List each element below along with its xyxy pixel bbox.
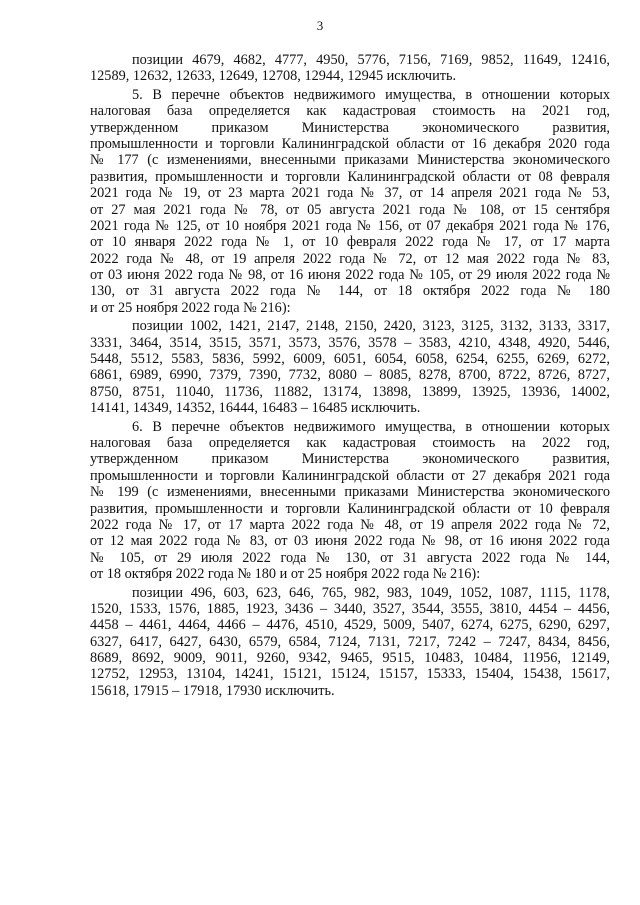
text-line: от 27 мая 2021 года № 78, от 05 августа 2021 года № 108, от 15 сентября xyxy=(90,201,610,218)
text-line: налоговая база определяется как кадастровая стоимость на 2022 год, xyxy=(90,434,610,451)
text-line: 5. В перечне объектов недвижимого имущества, в отношении которых xyxy=(132,86,610,103)
text-line: 6327, 6417, 6427, 6430, 6579, 6584, 7124, 7131, 7217, 7242 – 7247, 8434, 8456, xyxy=(90,633,610,650)
text-line: утвержденном приказом Министерства экономического развития, xyxy=(90,451,610,468)
text-line: 2022 года № 48, от 19 апреля 2022 года № 72, от 12 мая 2022 года № 83, xyxy=(90,250,610,267)
text-line: развития, промышленности и торговли Калининградской области от 10 февраля xyxy=(90,500,610,517)
text-line: 5448, 5512, 5583, 5836, 5992, 6009, 6051, 6054, 6058, 6254, 6255, 6269, 6272, xyxy=(90,351,610,368)
text-line: 1520, 1533, 1576, 1885, 1923, 3436 – 3440, 3527, 3544, 3555, 3810, 4454 – 4456, xyxy=(90,600,610,617)
paragraph xyxy=(90,318,610,416)
text-line: № 177 (с изменениями, внесенными приказами Министерства экономического xyxy=(90,152,610,169)
paragraph xyxy=(90,52,610,85)
text-line: 6861, 6989, 6990, 7379, 7390, 7732, 8080 – 8085, 8278, 8700, 8722, 8726, 8727, xyxy=(90,367,610,384)
text-line: от 18 октября 2022 года № 180 и от 25 ноября 2022 года № 216): xyxy=(90,566,481,583)
text-line: 8750, 8751, 11040, 11736, 11882, 13174, 13898, 13899, 13925, 13936, 14002, xyxy=(90,383,610,400)
text-line: утвержденном приказом Министерства экономического развития, xyxy=(90,119,610,136)
text-line: 8689, 8692, 9009, 9011, 9260, 9342, 9465, 9515, 10483, 10484, 11956, 12149, xyxy=(90,650,610,667)
text-line: № 105, от 29 июля 2022 года № 130, от 31 августа 2022 года № 144, xyxy=(90,549,610,566)
text-line: от 10 января 2022 года № 1, от 10 февраля 2022 года № 17, от 17 марта xyxy=(90,234,610,251)
text-line: 3331, 3464, 3514, 3515, 3571, 3573, 3576, 3578 – 3583, 4210, 4348, 4920, 5446, xyxy=(90,334,610,351)
text-line: позиции 496, 603, 623, 646, 765, 982, 983, 1049, 1052, 1087, 1115, 1178, xyxy=(132,584,610,601)
text-line: 130, от 31 августа 2022 года № 144, от 18 октября 2022 года № 180 xyxy=(90,283,610,300)
text-line: 2022 года № 17, от 17 марта 2022 года № 48, от 19 апреля 2022 года № 72, xyxy=(90,516,610,533)
text-line: № 199 (с изменениями, внесенными приказами Министерства экономического xyxy=(90,484,610,501)
text-line: развития, промышленности и торговли Калининградской области от 08 февраля xyxy=(90,168,610,185)
text-line: от 03 июня 2022 года № 98, от 16 июня 2022 года № 105, от 29 июля 2022 года № xyxy=(90,267,610,284)
text-line: промышленности и торговли Калининградской области от 27 декабря 2021 года xyxy=(90,467,610,484)
text-line: 6. В перечне объектов недвижимого имущества, в отношении которых xyxy=(132,418,610,435)
paragraph xyxy=(90,87,610,316)
text-line: 14141, 14349, 14352, 16444, 16483 – 16485 исключить. xyxy=(90,400,421,417)
paragraph xyxy=(90,585,610,700)
document-body xyxy=(90,52,610,699)
text-line: 12589, 12632, 12633, 12649, 12708, 12944, 12945 исключить. xyxy=(90,68,457,85)
text-line: от 12 мая 2022 года № 83, от 03 июня 2022 года № 98, от 16 июня 2022 года xyxy=(90,533,610,550)
text-line: 2021 года № 125, от 10 ноября 2021 года № 156, от 07 декабря 2021 года № 176, xyxy=(90,217,610,234)
text-line: позиции 4679, 4682, 4777, 4950, 5776, 7156, 7169, 9852, 11649, 12416, xyxy=(132,52,610,68)
text-line: позиции 1002, 1421, 2147, 2148, 2150, 2420, 3123, 3125, 3132, 3133, 3317, xyxy=(132,318,610,335)
text-line: 12752, 12953, 13104, 14241, 15121, 15124, 15157, 15333, 15404, 15438, 15617, xyxy=(90,666,610,683)
text-line: 4458 – 4461, 4464, 4466 – 4476, 4510, 4529, 5009, 5407, 6274, 6275, 6290, 6297, xyxy=(90,617,610,634)
page-number: 3 xyxy=(316,18,324,33)
paragraph xyxy=(90,419,610,583)
text-line: и от 25 ноября 2022 года № 216): xyxy=(90,299,291,316)
text-line: 15618, 17915 – 17918, 17930 исключить. xyxy=(90,682,335,699)
text-line: промышленности и торговли Калининградской области от 16 декабря 2020 года xyxy=(90,135,610,152)
text-line: налоговая база определяется как кадастровая стоимость на 2021 год, xyxy=(90,103,610,120)
text-line: 2021 года № 19, от 23 марта 2021 года № 37, от 14 апреля 2021 года № 53, xyxy=(90,185,610,202)
